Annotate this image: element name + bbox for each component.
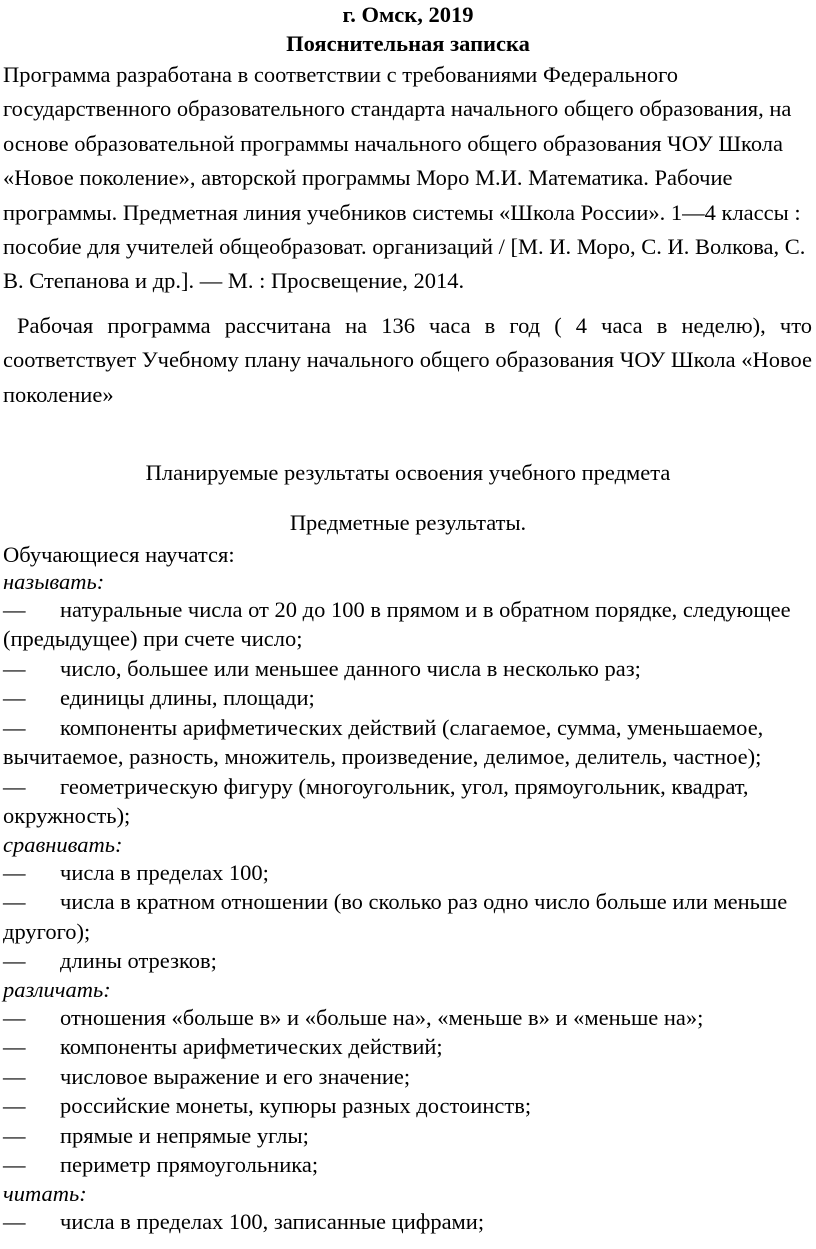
list-item [0, 772, 816, 831]
dash-marker: — [3, 714, 26, 740]
list-item-text: компоненты арифметических действий; [60, 1034, 443, 1060]
dash-marker: — [3, 685, 26, 711]
list-item [0, 1062, 816, 1092]
dash-marker: — [3, 889, 26, 915]
dash-marker: — [3, 1152, 26, 1178]
list-item-text: числа в кратном отношении (во сколько раз одно число больше или меньше другого); [3, 889, 788, 944]
dash-marker: — [3, 1004, 26, 1030]
list-item-text: компоненты арифметических действий (слагаемое, сумма, уменьшаемое, вычитаемое, разность, множитель, произведение, делимое, делитель, частное); [3, 714, 764, 770]
list-item-text: число, большее или меньшее данного числа в несколько раз; [60, 655, 641, 681]
list-item-text: геометрическую фигуру (многоугольник, угол, прямоугольник, квадрат, окружность); [3, 773, 749, 829]
list-item-text: периметр прямоугольника; [60, 1152, 319, 1178]
subject-results-title: Предметные результаты. [289, 510, 527, 536]
list-item-text: отношения «больше в» и «больше на», «меньше в» и «меньше на»; [60, 1004, 704, 1030]
list-item [0, 946, 816, 976]
dash-marker: — [3, 1122, 26, 1148]
list-item-text: единицы длины, площади; [60, 685, 315, 711]
list-item [0, 1207, 816, 1237]
dash-marker: — [3, 1063, 26, 1089]
list-item [0, 1032, 816, 1062]
list-item-text: числа в пределах 100; [60, 859, 269, 885]
list-item [0, 858, 816, 888]
list-item [0, 1121, 816, 1151]
list-item [0, 1091, 816, 1121]
list-item-text: прямые и непрямые углы; [60, 1122, 309, 1148]
dash-marker: — [3, 655, 26, 681]
group-label-read: читать: [3, 1180, 87, 1206]
dash-marker: — [3, 859, 26, 885]
group-label-compare: сравнивать: [3, 831, 123, 857]
learners-intro: Обучающиеся научатся: [3, 541, 235, 567]
hours-paragraph: Рабочая программа рассчитана на 136 часа в год ( 4 часа в неделю), что соответствует Учебному плану начального общего образования ЧОУ Школа «Новое поколение» [3, 312, 812, 407]
group-label-name: называть: [3, 568, 105, 594]
intro-paragraph: Программа разработана в соответствии с требованиями Федерального государственного образовательного стандарта начального общего образования, на основе образовательной программы начального общего образования ЧОУ Школа «Новое поколение», авторской программы Моро М.И. Математика. Рабочие программы. Предметная линия учебников системы «Школа России». 1—4 классы : пособие для учителей общеобразоват. организаций / [М. И. Моро, С. И. Волкова, С. В. Степанова и др.]. — М. : Просвещение, 2014. [3, 62, 806, 294]
spacer [0, 412, 816, 456]
list-item-text: российские монеты, купюры разных достоинств; [60, 1093, 532, 1119]
list-item [0, 654, 816, 684]
spacer [0, 490, 816, 506]
dash-marker: — [3, 596, 26, 622]
dash-marker: — [3, 1208, 26, 1234]
list-item [0, 595, 816, 654]
city-year-heading: г. Омск, 2019 [342, 2, 474, 27]
document-title: Пояснительная записка [286, 31, 530, 56]
dash-marker: — [3, 773, 26, 799]
list-item-text: числовое выражение и его значение; [60, 1063, 411, 1089]
planned-results-title: Планируемые результаты освоения учебного предмета [145, 460, 671, 486]
list-item [0, 713, 816, 772]
list-item [0, 1150, 816, 1180]
list-item-text: натуральные числа от 20 до 100 в прямом и в обратном порядке, следующее (предыдущее) при счете число; [3, 596, 791, 652]
list-item [0, 1003, 816, 1033]
list-item [0, 887, 816, 946]
list-item [0, 683, 816, 713]
list-item-text: длины отрезков; [60, 948, 217, 974]
dash-marker: — [3, 1034, 26, 1060]
dash-marker: — [3, 1093, 26, 1119]
dash-marker: — [3, 948, 26, 974]
list-item-text: числа в пределах 100, записанные цифрами; [60, 1208, 485, 1234]
group-label-distinguish: различать: [3, 976, 111, 1002]
